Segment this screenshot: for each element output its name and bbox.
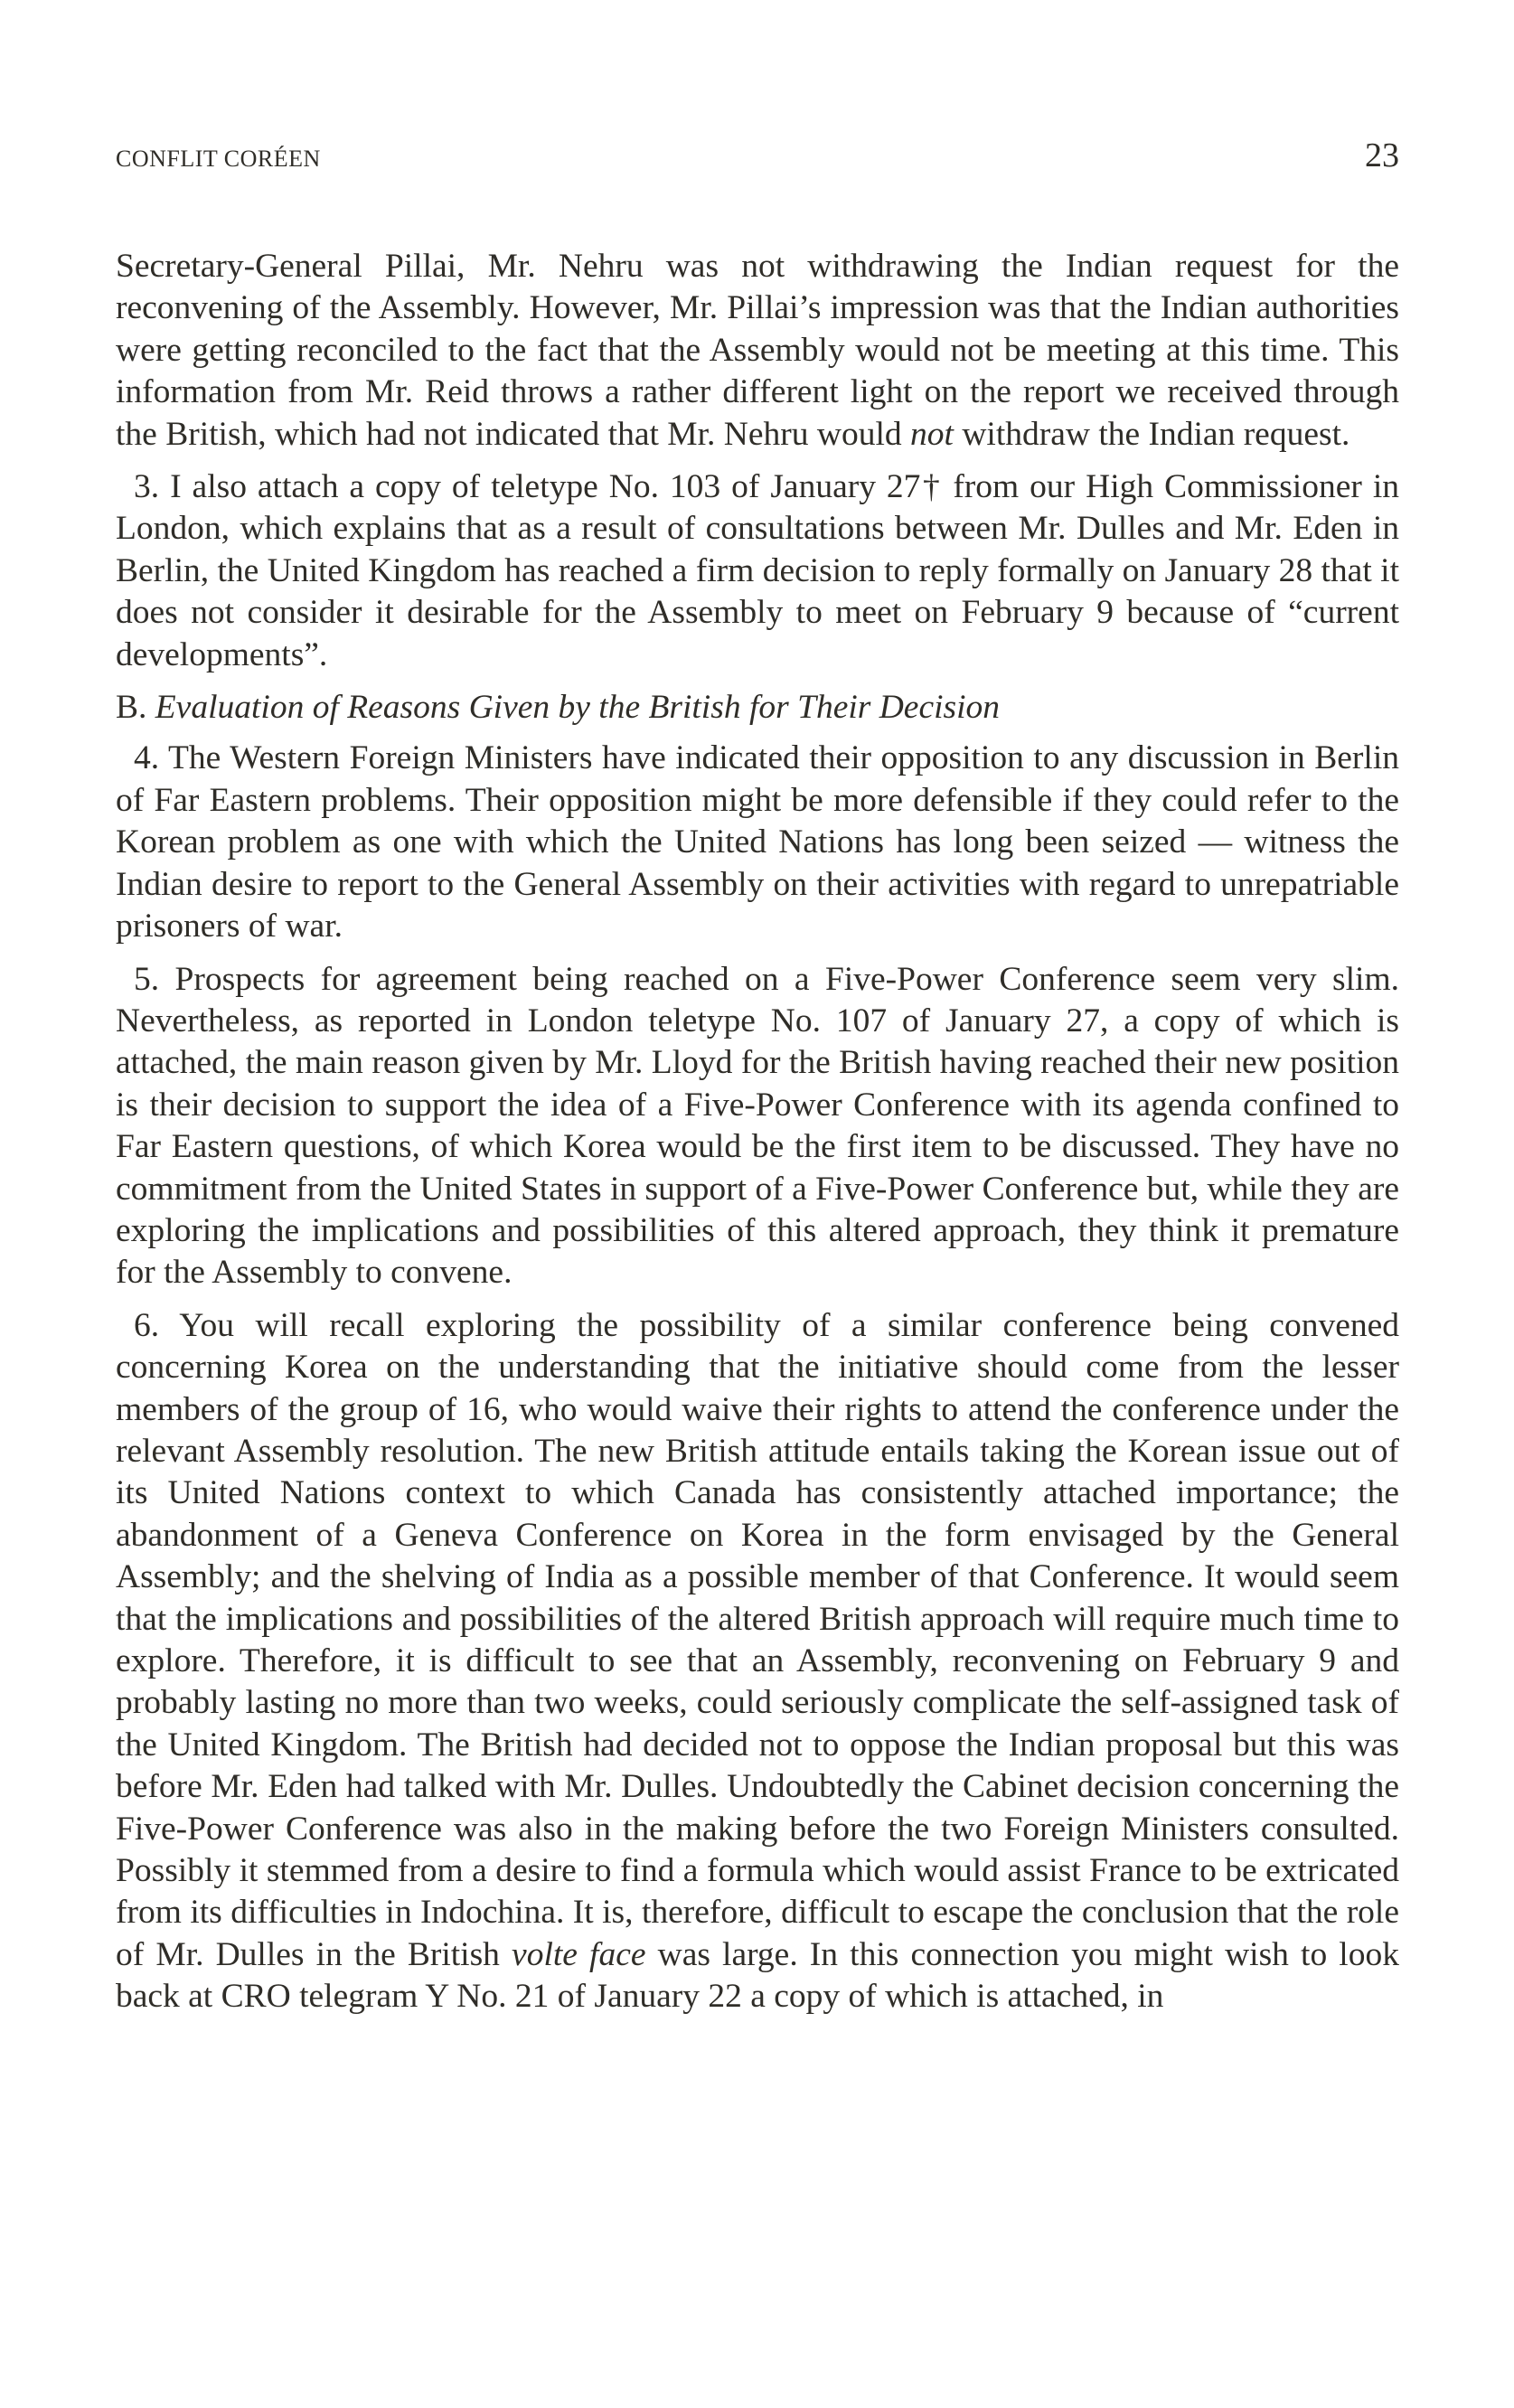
paragraph-number: 5. bbox=[134, 960, 160, 998]
section-heading-letter: B. bbox=[116, 689, 147, 727]
running-head-title: CONFLIT CORÉEN bbox=[116, 146, 321, 172]
italic-text: volte face bbox=[512, 1935, 646, 1973]
paragraph-text: withdraw the Indian request. bbox=[953, 415, 1350, 453]
document-body bbox=[116, 246, 1399, 2018]
paragraph-number: 6. bbox=[134, 1306, 160, 1344]
paragraph-4 bbox=[116, 738, 1399, 947]
paragraph-text: Prospects for agreement being reached on a Five-Power Conference seem very slim. Nevertheless, as reported in London teletype No. 107 of January 27, a copy of which is attached, the main reason given by Mr. Lloyd for the British having reached their new position is their decision to support the idea of a Five-Power Conference with its agenda confined to Far Eastern questions, of which Korea would be the first item to be discussed. They have no commitment from the United States in support of a Five-Power Conference but, while they are exploring the implications and possibilities of this altered approach, they think it premature for the Assembly to convene. bbox=[116, 960, 1399, 1292]
paragraph-text: was large. In this connection you might wish to look back at CRO telegram Y No. 21 of January 22 a copy of which is attached, in bbox=[116, 1935, 1399, 2016]
paragraph-text: I also attach a copy of teletype No. 103 of January 27† from our High Commissioner in London, which explains that as a result of consultations between Mr. Dulles and Mr. Eden in Berlin, the United Kingdom has reached a firm decision to reply formally on January 28 that it does not consider it desirable for the Assembly to meet on February 9 because of “current developments”. bbox=[116, 468, 1399, 673]
section-heading-title: Evaluation of Reasons Given by the British for Their Decision bbox=[155, 689, 1001, 727]
paragraph-3 bbox=[116, 466, 1399, 676]
document-page bbox=[116, 136, 1399, 2029]
italic-text: not bbox=[910, 415, 954, 453]
paragraph-number: 4. bbox=[134, 739, 160, 777]
paragraph-text: The Western Foreign Ministers have indicated their opposition to any discussion in Berlin of Far Eastern problems. Their opposition might be more defensible if they could refer to the Korean problem as one with which the United Nations has long been seized — witness the Indian desire to report to the General Assembly on their activities with regard to unrepatriable prisoners of war. bbox=[116, 739, 1399, 945]
paragraph-5 bbox=[116, 959, 1399, 1294]
paragraph-continued bbox=[116, 246, 1399, 456]
running-head bbox=[116, 136, 1399, 190]
paragraph-6 bbox=[116, 1305, 1399, 2018]
paragraph-text: You will recall exploring the possibility of a similar conference being convened concerning Korea on the understanding that the initiative should come from the lesser members of the group of 16, who would waive their rights to attend the conference under the relevant Assembly resolution. The new British attitude entails taking the Korean issue out of its United Nations context to which Canada has consistently attached importance; the abandonment of a Geneva Conference on Korea in the form envisaged by the General Assembly; and the shelving of India as a possible member of that Conference. It would seem that the implications and possibilities of the altered British approach will require much time to explore. Therefore, it is difficult to see that an Assembly, reconvening on February 9 and probably lasting no more than two weeks, could seriously complicate the self-assigned task of the United Kingdom. The British had decided not to oppose the Indian proposal but this was before Mr. Eden had talked with Mr. Dulles. Undoubtedly the Cabinet decision concerning the Five-Power Conference was also in the making before the two Foreign Ministers consulted. Possibly it stemmed from a desire to find a formula which would assist France to be extricated from its difficulties in Indochina. It is, therefore, difficult to escape the conclusion that the role of Mr. Dulles in the British bbox=[116, 1306, 1399, 1973]
section-heading bbox=[116, 687, 1399, 729]
paragraph-text: Secretary-General Pillai, Mr. Nehru was not withdrawing the Indian request for the reconvening of the Assembly. However, Mr. Pillai’s impression was that the Indian authorities were getting reconciled to the fact that the Assembly would not be meeting at this time. This information from Mr. Reid throws a rather different light on the report we received through the British, which had not indicated that Mr. Nehru would bbox=[116, 248, 1399, 453]
page-number: 23 bbox=[1365, 136, 1399, 174]
paragraph-number: 3. bbox=[134, 468, 160, 506]
